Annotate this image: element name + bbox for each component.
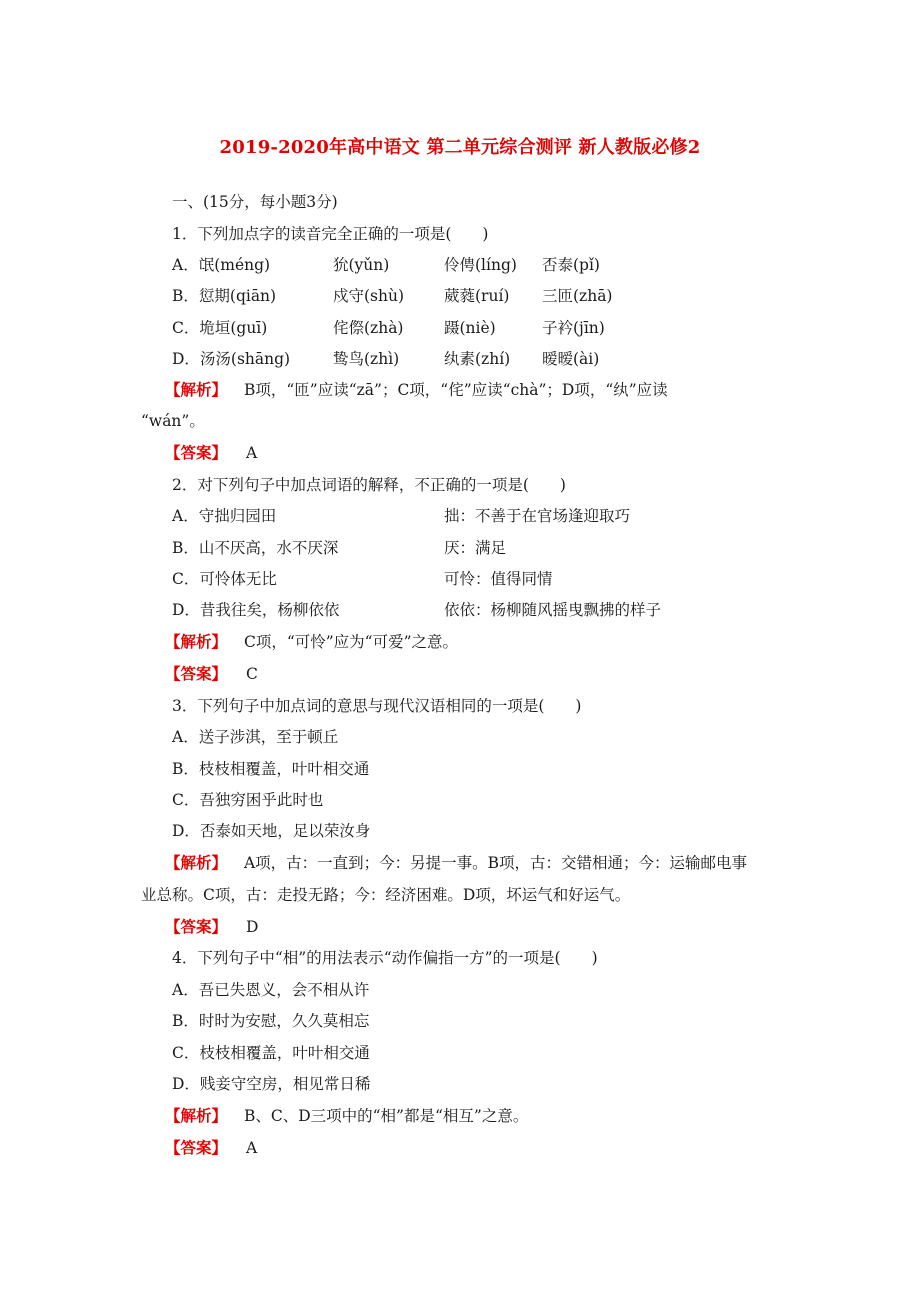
- q1-option-c-3: 蹑(niè): [444, 319, 496, 337]
- q4-analysis: [165, 1106, 528, 1126]
- q3-analysis-text: A项，古：一直到；今：另提一事。B项，古：交错相通；今：运输邮电事: [243, 854, 748, 872]
- analysis-tag: 【解析】: [165, 1106, 228, 1125]
- q1-analysis: [165, 380, 668, 400]
- analysis-tag: 【解析】: [165, 380, 228, 399]
- q1-option-a-2: 狁(yǔn): [333, 256, 390, 274]
- q1-analysis-text: B项，“匝”应读“zā”；C项，“侘”应读“chà”；D项，“纨”应读: [243, 381, 668, 399]
- q4-option-d: D．贱妾守空房，相见常日稀: [172, 1075, 371, 1093]
- analysis-tag: 【解析】: [165, 853, 228, 872]
- q4-answer-value: A: [245, 1139, 258, 1157]
- q2-option-a-explain: 拙：不善于在官场逢迎取巧: [444, 507, 631, 525]
- q2-option-d: D．昔我往矣，杨柳依依: [172, 601, 340, 619]
- q1-option-b-1: B．愆期(qiān): [172, 287, 277, 305]
- q3-analysis-cont: 业总称。C项，古：走投无路；今：经济困难。D项，坏运气和好运气。: [141, 886, 631, 904]
- analysis-tag: 【解析】: [165, 632, 228, 651]
- q3-answer: [165, 917, 258, 937]
- q4-option-b: B．时时为安慰，久久莫相忘: [172, 1012, 370, 1030]
- q2-answer-value: C: [245, 665, 258, 683]
- answer-tag: 【答案】: [165, 443, 228, 462]
- q2-option-d-explain: 依依：杨柳随风摇曳飘拂的样子: [444, 601, 662, 619]
- q3-option-d: D．否泰如天地，足以荣汝身: [172, 822, 371, 840]
- q1-option-d-2: 鸷鸟(zhì): [333, 350, 400, 368]
- q2-option-b-explain: 厌：满足: [444, 539, 507, 557]
- q1-option-a-4: 否泰(pǐ): [542, 256, 600, 274]
- q4-stem: 4．下列句子中“相”的用法表示“动作偏指一方”的一项是( ): [172, 949, 598, 967]
- q1-option-d-4: 暧暧(ài): [542, 350, 600, 368]
- q3-option-b: B．枝枝相覆盖，叶叶相交通: [172, 760, 370, 778]
- q4-answer: [165, 1138, 257, 1158]
- q3-analysis: [165, 853, 747, 873]
- q3-stem: 3．下列句子中加点词的意思与现代汉语相同的一项是( ): [172, 697, 582, 715]
- q1-answer: [165, 443, 257, 463]
- q3-option-c: C．吾独穷困乎此时也: [172, 791, 324, 809]
- q1-answer-value: A: [245, 444, 258, 462]
- q4-analysis-text: B、C、D三项中的“相”都是“相互”之意。: [243, 1107, 529, 1125]
- q1-option-a-3: 伶俜(líng): [444, 256, 517, 274]
- q2-stem: 2．对下列句子中加点词语的解释，不正确的一项是( ): [172, 476, 566, 494]
- q2-option-c: C．可怜体无比: [172, 570, 277, 588]
- q2-analysis: [165, 632, 458, 652]
- q2-analysis-text: C项，“可怜”应为“可爱”之意。: [243, 633, 459, 651]
- q2-answer: [165, 664, 258, 684]
- q1-option-d-1: D．汤汤(shāng): [172, 350, 291, 368]
- q1-option-a-1: A．氓(méng): [172, 256, 271, 274]
- q1-option-c-1: C．垝垣(guī): [172, 319, 268, 337]
- answer-tag: 【答案】: [165, 1138, 228, 1157]
- q1-option-c-4: 子衿(jīn): [542, 319, 605, 337]
- q1-analysis-cont: “wán”。: [141, 412, 205, 430]
- q1-stem: 1．下列加点字的读音完全正确的一项是( ): [172, 225, 489, 243]
- q1-option-b-4: 三匝(zhā): [542, 287, 613, 305]
- q3-option-a: A．送子涉淇，至于顿丘: [172, 728, 339, 746]
- q1-option-b-2: 戍守(shù): [333, 287, 405, 305]
- page-title: 2019-2020年高中语文 第二单元综合测评 新人教版必修2: [219, 137, 701, 158]
- q1-option-d-3: 纨素(zhí): [444, 350, 511, 368]
- q3-answer-value: D: [245, 918, 259, 936]
- q2-option-b: B．山不厌高，水不厌深: [172, 539, 339, 557]
- q2-option-a: A．守拙归园田: [172, 507, 277, 525]
- q1-option-c-2: 侘傺(zhà): [333, 319, 404, 337]
- q4-option-c: C．枝枝相覆盖，叶叶相交通: [172, 1044, 370, 1062]
- q4-option-a: A．吾已失恩义，会不相从许: [172, 981, 370, 999]
- q1-option-b-3: 葳蕤(ruí): [444, 287, 510, 305]
- q2-option-c-explain: 可怜：值得同情: [444, 570, 553, 588]
- answer-tag: 【答案】: [165, 664, 228, 683]
- section-heading: 一、(15分，每小题3分): [172, 193, 338, 211]
- answer-tag: 【答案】: [165, 917, 228, 936]
